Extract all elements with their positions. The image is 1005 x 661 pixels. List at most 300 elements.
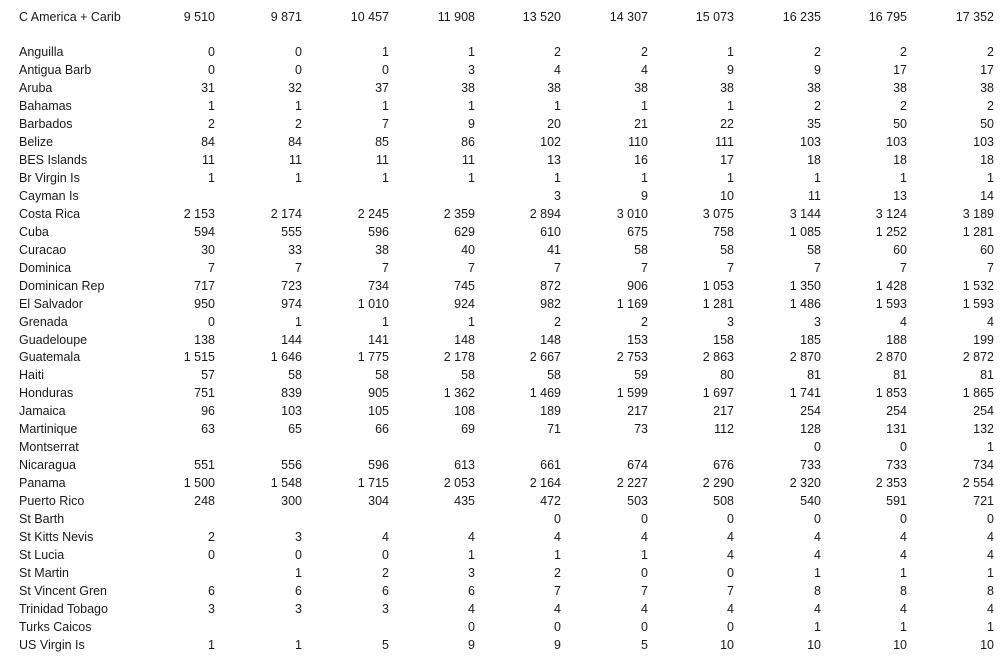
table-row — [0, 259, 1005, 277]
cell-value: 1 741 — [789, 386, 821, 400]
cell-value: 148 — [454, 333, 475, 347]
cell-value: 0 — [295, 63, 302, 77]
cell-value: 2 667 — [529, 350, 561, 364]
cell-value: 7 — [295, 261, 302, 275]
cell-value: 17 — [980, 63, 994, 77]
cell-value: 9 — [641, 189, 648, 203]
cell-value: 7 — [987, 261, 994, 275]
row-label: St Vincent Gren — [19, 584, 108, 598]
cell-value: 38 — [547, 81, 561, 95]
cell-value: 7 — [208, 261, 215, 275]
cell-value: 38 — [720, 81, 734, 95]
cell-value: 1 — [208, 171, 215, 185]
cell-value: 0 — [641, 512, 648, 526]
cell-value: 0 — [382, 548, 389, 562]
cell-value: 503 — [627, 494, 648, 508]
cell-value: 131 — [886, 422, 907, 436]
cell-value: 974 — [281, 297, 302, 311]
cell-value: 18 — [980, 153, 994, 167]
cell-value: 4 — [727, 530, 734, 544]
cell-value: 2 178 — [443, 350, 475, 364]
cell-value: 1 646 — [270, 350, 302, 364]
cell-value: 35 — [807, 117, 821, 131]
row-label: Trinidad Tobago — [19, 602, 108, 616]
cell-value: 4 — [641, 602, 648, 616]
cell-value: 1 010 — [357, 297, 389, 311]
table-row — [0, 366, 1005, 384]
cell-value: 85 — [375, 135, 389, 149]
row-label: Cuba — [19, 225, 49, 239]
cell-value: 1 — [900, 566, 907, 580]
cell-value: 2 — [208, 117, 215, 131]
cell-value: 8 — [814, 584, 821, 598]
cell-value: 2 — [554, 45, 561, 59]
cell-value: 81 — [893, 368, 907, 382]
cell-value: 2 — [641, 315, 648, 329]
cell-value: 2 — [814, 99, 821, 113]
cell-value: 8 — [900, 584, 907, 598]
cell-value: 71 — [547, 422, 561, 436]
cell-value: 0 — [641, 620, 648, 634]
row-label: Nicaragua — [19, 458, 76, 472]
cell-value: 0 — [814, 440, 821, 454]
cell-value: 4 — [987, 602, 994, 616]
cell-value: 31 — [201, 81, 215, 95]
cell-value: 50 — [980, 117, 994, 131]
cell-value: 63 — [201, 422, 215, 436]
row-label: Martinique — [19, 422, 78, 436]
table-row — [0, 474, 1005, 492]
cell-value: 0 — [208, 315, 215, 329]
cell-value: 2 872 — [962, 350, 994, 364]
cell-value: 38 — [634, 81, 648, 95]
cell-value: 58 — [634, 243, 648, 257]
row-label: Panama — [19, 476, 66, 490]
cell-value: 4 — [900, 315, 907, 329]
cell-value: 1 281 — [962, 225, 994, 239]
row-label: Anguilla — [19, 45, 64, 59]
cell-value: 2 554 — [962, 476, 994, 490]
cell-value: 2 — [900, 45, 907, 59]
cell-value: 4 — [382, 530, 389, 544]
cell-value: 596 — [368, 225, 389, 239]
cell-value: 1 599 — [616, 386, 648, 400]
cell-value: 7 — [468, 261, 475, 275]
cell-value: 1 — [468, 99, 475, 113]
cell-value: 9 — [727, 63, 734, 77]
table-row — [0, 169, 1005, 187]
cell-value: 3 — [208, 602, 215, 616]
cell-value: 69 — [461, 422, 475, 436]
cell-value: 144 — [281, 333, 302, 347]
cell-value: 1 — [382, 171, 389, 185]
cell-value: 254 — [973, 404, 994, 418]
cell-value: 103 — [973, 135, 994, 149]
cell-value: 3 — [814, 315, 821, 329]
cell-value: 2 870 — [789, 350, 821, 364]
cell-value: 41 — [547, 243, 561, 257]
table-row — [0, 618, 1005, 636]
cell-value: 108 — [454, 404, 475, 418]
cell-value: 18 — [893, 153, 907, 167]
cell-value: 13 — [893, 189, 907, 203]
cell-value: 2 — [382, 566, 389, 580]
cell-value: 0 — [814, 512, 821, 526]
cell-value: 594 — [194, 225, 215, 239]
cell-value: 304 — [368, 494, 389, 508]
row-label: Br Virgin Is — [19, 171, 80, 185]
cell-value: 6 — [382, 584, 389, 598]
cell-value: 11 — [462, 153, 475, 167]
table-row — [0, 564, 1005, 582]
cell-value: 0 — [208, 45, 215, 59]
cell-value: 0 — [554, 620, 561, 634]
cell-value: 540 — [800, 494, 821, 508]
table-row — [0, 636, 1005, 654]
cell-value: 4 — [468, 602, 475, 616]
cell-value: 1 085 — [789, 225, 821, 239]
cell-value: 1 281 — [702, 297, 734, 311]
row-label: Jamaica — [19, 404, 66, 418]
cell-value: 15 073 — [695, 10, 734, 24]
cell-value: 1 — [295, 99, 302, 113]
cell-value: 7 — [900, 261, 907, 275]
cell-value: 2 — [987, 45, 994, 59]
cell-value: 2 320 — [789, 476, 821, 490]
cell-value: 14 307 — [609, 10, 648, 24]
cell-value: 1 515 — [183, 350, 215, 364]
cell-value: 4 — [814, 548, 821, 562]
cell-value: 7 — [727, 584, 734, 598]
cell-value: 0 — [987, 512, 994, 526]
cell-value: 5 — [641, 638, 648, 652]
cell-value: 103 — [800, 135, 821, 149]
cell-value: 21 — [634, 117, 648, 131]
cell-value: 58 — [720, 243, 734, 257]
cell-value: 32 — [288, 81, 302, 95]
cell-value: 65 — [288, 422, 302, 436]
table-row — [0, 223, 1005, 241]
cell-value: 18 — [807, 153, 821, 167]
cell-value: 610 — [540, 225, 561, 239]
cell-value: 80 — [720, 368, 734, 382]
cell-value: 11 — [289, 153, 302, 167]
cell-value: 199 — [973, 333, 994, 347]
cell-value: 7 — [554, 584, 561, 598]
cell-value: 1 — [727, 45, 734, 59]
row-label: Bahamas — [19, 99, 72, 113]
cell-value: 111 — [714, 135, 734, 149]
cell-value: 1 — [727, 171, 734, 185]
cell-value: 721 — [973, 494, 994, 508]
cell-value: 1 — [382, 99, 389, 113]
table-row — [0, 438, 1005, 456]
cell-value: 905 — [368, 386, 389, 400]
cell-value: 16 — [634, 153, 648, 167]
cell-value: 59 — [634, 368, 648, 382]
cell-value: 1 — [814, 620, 821, 634]
cell-value: 3 — [468, 63, 475, 77]
cell-value: 596 — [368, 458, 389, 472]
cell-value: 5 — [382, 638, 389, 652]
cell-value: 58 — [807, 243, 821, 257]
cell-value: 7 — [554, 261, 561, 275]
cell-value: 9 871 — [270, 10, 302, 24]
cell-value: 105 — [368, 404, 389, 418]
table-row — [0, 277, 1005, 295]
cell-value: 0 — [208, 63, 215, 77]
cell-value: 7 — [382, 117, 389, 131]
cell-value: 9 — [554, 638, 561, 652]
cell-value: 0 — [727, 620, 734, 634]
cell-value: 676 — [713, 458, 734, 472]
cell-value: 3 — [295, 530, 302, 544]
cell-value: 1 — [468, 548, 475, 562]
row-label: US Virgin Is — [19, 638, 85, 652]
cell-value: 1 — [641, 99, 648, 113]
cell-value: 4 — [987, 315, 994, 329]
table-row — [0, 187, 1005, 205]
cell-value: 3 144 — [789, 207, 821, 221]
cell-value: 1 350 — [789, 279, 821, 293]
table-row — [0, 348, 1005, 366]
table-row — [0, 402, 1005, 420]
cell-value: 17 — [720, 153, 734, 167]
cell-value: 1 — [987, 440, 994, 454]
cell-value: 4 — [987, 530, 994, 544]
cell-value: 1 — [468, 45, 475, 59]
cell-value: 1 — [987, 566, 994, 580]
cell-value: 248 — [194, 494, 215, 508]
cell-value: 148 — [540, 333, 561, 347]
cell-value: 0 — [727, 512, 734, 526]
cell-value: 1 593 — [962, 297, 994, 311]
cell-value: 1 — [554, 171, 561, 185]
cell-value: 1 — [814, 171, 821, 185]
cell-value: 103 — [281, 404, 302, 418]
row-label: Honduras — [19, 386, 74, 400]
row-label: Montserrat — [19, 440, 79, 454]
row-label: El Salvador — [19, 297, 83, 311]
cell-value: 6 — [208, 584, 215, 598]
cell-value: 4 — [468, 530, 475, 544]
cell-value: 472 — [540, 494, 561, 508]
cell-value: 3 124 — [875, 207, 907, 221]
cell-value: 2 753 — [616, 350, 648, 364]
table-row — [0, 420, 1005, 438]
cell-value: 1 — [295, 171, 302, 185]
table-row — [0, 151, 1005, 169]
cell-value: 2 — [295, 117, 302, 131]
cell-value: 13 520 — [522, 10, 561, 24]
table-row — [0, 313, 1005, 331]
cell-value: 1 — [554, 548, 561, 562]
cell-value: 38 — [980, 81, 994, 95]
cell-value: 1 865 — [962, 386, 994, 400]
cell-value: 11 — [202, 153, 215, 167]
cell-value: 3 189 — [962, 207, 994, 221]
cell-value: 0 — [727, 566, 734, 580]
cell-value: 508 — [713, 494, 734, 508]
cell-value: 112 — [714, 422, 734, 436]
cell-value: 1 — [641, 548, 648, 562]
row-label: Dominican Rep — [19, 279, 105, 293]
cell-value: 7 — [641, 584, 648, 598]
table-row — [0, 205, 1005, 223]
cell-value: 10 — [720, 189, 734, 203]
cell-value: 14 — [980, 189, 994, 203]
cell-value: 1 — [468, 315, 475, 329]
table-row — [0, 241, 1005, 259]
cell-value: 58 — [461, 368, 475, 382]
cell-value: 4 — [900, 530, 907, 544]
cell-value: 66 — [375, 422, 389, 436]
cell-value: 10 — [807, 638, 821, 652]
cell-value: 138 — [194, 333, 215, 347]
row-label: St Lucia — [19, 548, 65, 562]
cell-value: 2 863 — [702, 350, 734, 364]
cell-value: 1 548 — [270, 476, 302, 490]
cell-value: 38 — [807, 81, 821, 95]
total-row — [0, 8, 1005, 26]
cell-value: 1 697 — [702, 386, 734, 400]
cell-value: 58 — [375, 368, 389, 382]
cell-value: 1 362 — [443, 386, 475, 400]
cell-value: 4 — [987, 548, 994, 562]
table-row — [0, 43, 1005, 61]
cell-value: 10 457 — [350, 10, 389, 24]
row-label: Curacao — [19, 243, 67, 257]
cell-value: 1 500 — [183, 476, 215, 490]
cell-value: 1 — [295, 566, 302, 580]
row-label: St Kitts Nevis — [19, 530, 94, 544]
cell-value: 551 — [194, 458, 215, 472]
cell-value: 8 — [987, 584, 994, 598]
cell-value: 2 153 — [183, 207, 215, 221]
table-row — [0, 384, 1005, 402]
cell-value: 17 352 — [955, 10, 994, 24]
cell-value: 189 — [540, 404, 561, 418]
row-label: Costa Rica — [19, 207, 81, 221]
cell-value: 4 — [641, 530, 648, 544]
cell-value: 758 — [713, 225, 734, 239]
cell-value: 1 169 — [616, 297, 648, 311]
cell-value: 555 — [281, 225, 302, 239]
cell-value: 4 — [900, 548, 907, 562]
cell-value: 20 — [547, 117, 561, 131]
cell-value: 2 245 — [357, 207, 389, 221]
cell-value: 86 — [461, 135, 475, 149]
row-label: Aruba — [19, 81, 53, 95]
cell-value: 1 — [208, 638, 215, 652]
cell-value: 591 — [886, 494, 907, 508]
cell-value: 16 235 — [782, 10, 821, 24]
row-label: St Martin — [19, 566, 70, 580]
table-row — [0, 79, 1005, 97]
cell-value: 0 — [641, 566, 648, 580]
table-row — [0, 61, 1005, 79]
row-label: Guatemala — [19, 350, 81, 364]
cell-value: 7 — [641, 261, 648, 275]
cell-value: 734 — [973, 458, 994, 472]
table-row — [0, 582, 1005, 600]
cell-value: 2 — [814, 45, 821, 59]
cell-value: 2 — [900, 99, 907, 113]
cell-value: 60 — [980, 243, 994, 257]
cell-value: 1 486 — [789, 297, 821, 311]
cell-value: 2 894 — [529, 207, 561, 221]
cell-value: 153 — [627, 333, 648, 347]
cell-value: 254 — [800, 404, 821, 418]
cell-value: 2 353 — [875, 476, 907, 490]
cell-value: 38 — [375, 243, 389, 257]
cell-value: 1 — [468, 171, 475, 185]
cell-value: 132 — [973, 422, 994, 436]
cell-value: 60 — [893, 243, 907, 257]
cell-value: 0 — [208, 548, 215, 562]
cell-value: 1 715 — [357, 476, 389, 490]
table-row — [0, 295, 1005, 313]
cell-value: 1 — [295, 315, 302, 329]
cell-value: 1 252 — [875, 225, 907, 239]
cell-value: 1 — [900, 620, 907, 634]
cell-value: 4 — [814, 602, 821, 616]
cell-value: 1 428 — [875, 279, 907, 293]
cell-value: 0 — [295, 45, 302, 59]
cell-value: 1 — [900, 171, 907, 185]
cell-value: 2 053 — [443, 476, 475, 490]
cell-value: 1 — [382, 315, 389, 329]
table-row — [0, 546, 1005, 564]
cell-value: 9 — [468, 117, 475, 131]
cell-value: 1 — [295, 638, 302, 652]
cell-value: 58 — [547, 368, 561, 382]
cell-value: 2 — [208, 530, 215, 544]
cell-value: 38 — [893, 81, 907, 95]
row-label: Antigua Barb — [19, 63, 92, 77]
table-row — [0, 115, 1005, 133]
cell-value: 158 — [713, 333, 734, 347]
cell-value: 84 — [288, 135, 302, 149]
cell-value: 11 — [808, 189, 821, 203]
cell-value: 1 469 — [529, 386, 561, 400]
cell-value: 906 — [627, 279, 648, 293]
table-row — [0, 456, 1005, 474]
cell-value: 1 532 — [962, 279, 994, 293]
cell-value: 3 — [554, 189, 561, 203]
cell-value: 4 — [727, 548, 734, 562]
cell-value: 0 — [900, 512, 907, 526]
table-row — [0, 331, 1005, 349]
cell-value: 3 075 — [702, 207, 734, 221]
cell-value: 3 — [727, 315, 734, 329]
cell-value: 10 — [893, 638, 907, 652]
cell-value: 6 — [295, 584, 302, 598]
cell-value: 1 — [641, 171, 648, 185]
cell-value: 38 — [461, 81, 475, 95]
cell-value: 0 — [468, 620, 475, 634]
cell-value: 1 — [987, 171, 994, 185]
cell-value: 110 — [628, 135, 648, 149]
cell-value: 254 — [886, 404, 907, 418]
cell-value: 17 — [893, 63, 907, 77]
cell-value: 556 — [281, 458, 302, 472]
row-label: St Barth — [19, 512, 65, 526]
cell-value: 674 — [627, 458, 648, 472]
cell-value: 1 775 — [357, 350, 389, 364]
row-label: BES Islands — [19, 153, 88, 167]
cell-value: 2 290 — [702, 476, 734, 490]
